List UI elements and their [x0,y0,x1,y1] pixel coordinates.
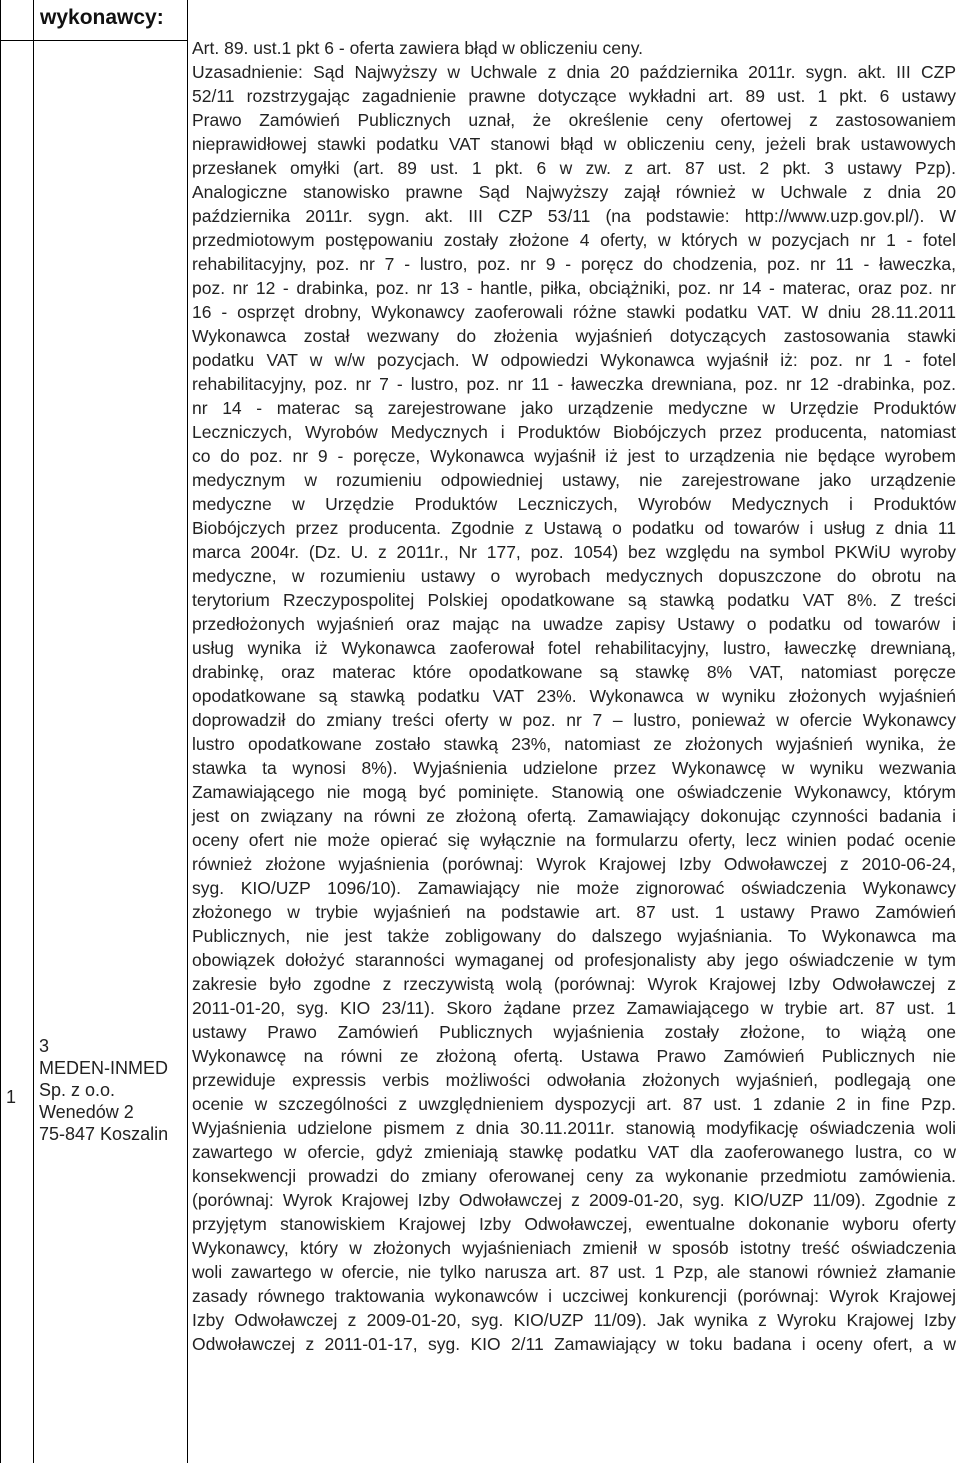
justification-line: medyczne w Urzędzie Produktów Leczniczych, Wyrobów Medycznych i Produktów [192,494,956,514]
justification-line: (porównaj: Wyrok Krajowej Izby Odwoławczej z 2009-01-20, syg. KIO/UZP 11/09). Zgodnie z [192,1190,956,1210]
justification-line: Publicznych, nie jest także zobligowany do dalszego wyjaśniania. To Wykonawca ma [192,926,956,946]
justification-line: doprowadził do zmiany treści oferty w poz. nr 7 – lustro, ponieważ w ofercie Wykonawcy [192,710,956,730]
justification-line: przyjętym stanowiskiem Krajowej Izby Odwoławczej, ewentualne dokonanie wyboru oferty [192,1214,956,1234]
justification-line: obowiązek dołożyć staranności wymaganej od profesjonalisty aby jego oświadczenie w tym [192,950,956,970]
justification-line: jest on związany na równi ze złożoną ofertą. Zamawiający dokonując czynności badania i [192,806,956,826]
justification-line: Zamawiającego nie mogą być pominięte. Stanowią one oświadczenie Wykonawcy, którym [192,782,956,802]
justification-line: przewiduje expressis verbis możliwości odwołania złożonych wyjaśnień, podlegają one [192,1070,956,1090]
offer-number: 3 [39,1036,50,1056]
justification-line: również złożone wyjaśnienia (porównaj: Wyrok Krajowej Izby Odwoławczej z 2010-06-24, [192,854,956,874]
contractor-cell [39,1035,184,1145]
justification-line: opodatkowane są stawką podatku VAT 23%. Wykonawca w wyniku złożonych wyjaśnień [192,686,956,706]
table-border-left [0,0,1,1463]
justification-line: złożonego w trybie wyjaśnień na podstawie art. 87 ust. 1 ustawy Prawo Zamówień [192,902,956,922]
justification-line: Uzasadnienie: Sąd Najwyższy w Uchwale z dnia 20 października 2011r. sygn. akt. III CZP [192,62,956,82]
justification-line: zasady równego traktowania wykonawców i uczciwej konkurencji (porównaj: Wyrok Krajowej [192,1286,956,1306]
justification-line: Prawo Zamówień Publicznych uznał, że określenie ceny ofertowej z zastosowaniem [192,110,956,130]
justification-text [192,36,956,1356]
justification-line: przedmiotowym postępowaniu zostały złożone 4 oferty, w których w pozycjach nr 1 - fotel [192,230,956,250]
justification-line: przedłożonych wyjaśnień oraz mając na uwadze zapisy Ustawy o podatku od towarów i [192,614,956,634]
justification-line: ustawy Prawo Zamówień Publicznych wyjaśnienia zostały złożone, to wiążą one [192,1022,956,1042]
row-number: 1 [6,1087,17,1107]
justification-line: drabinkę, oraz materac które opodatkowane są stawkę 8% VAT, natomiast poręcze [192,662,956,682]
justification-line: Wykonawcę na równi ze złożoną ofertą. Ustawa Prawo Zamówień Publicznych nie [192,1046,956,1066]
contractor-legal-form: Sp. z o.o. [39,1080,116,1100]
justification-line: Analogiczne stanowisko prawne Sąd Najwyższy zajął również w Uchwale z dnia 20 [192,182,956,202]
header-row-divider [0,40,187,41]
justification-line: podatku VAT w w/w pozycjach. W odpowiedzi Wykonawca wyjaśnił iż: poz. nr 1 - fotel [192,350,956,370]
justification-line: 2011-01-20, syg. KIO 23/11). Skoro żądane przez Zamawiającego w trybie art. 87 ust. 1 [192,998,956,1018]
justification-line: poz. nr 12 - drabinka, poz. nr 13 - hantle, piłka, obciążniki, poz. nr 14 - materac, oraz poz. nr [192,278,956,298]
justification-line: nieprawidłowej stawki podatku VAT stanowi błąd w obliczeniu ceny, jeżeli brak ustawowych [192,134,956,154]
column-divider-number [33,0,34,1463]
justification-line: konsekwencji prowadzi do zmiany oferowanej ceny za wykonanie przedmiotu zamówienia. [192,1166,956,1186]
justification-line: Izby Odwoławczej z 2009-01-20, syg. KIO/UZP 11/09). Jak wynika z Wyroku Krajowej Izby [192,1310,956,1330]
justification-line: 16 - osprzęt drobny, Wykonawcy zaoferowali różne stawki podatku VAT. W dniu 28.11.2011 [192,302,956,322]
justification-line: rehabilitacyjny, poz. nr 7 - lustro, poz. nr 11 - ławeczka drewniana, poz. nr 12 -drabinka, poz. [192,374,956,394]
justification-line: Wykonawcy, który w złożonych wyjaśnieniach zmienił w sposób istotny treść oświadczenia [192,1238,956,1258]
justification-line: nr 14 - materac są zarejestrowane jako urządzenie medyczne w Urzędzie Produktów [192,398,956,418]
justification-line: syg. KIO/UZP 1096/10). Zamawiający nie może zignorować oświadczenia Wykonawcy [192,878,956,898]
justification-line: Art. 89. ust.1 pkt 6 - oferta zawiera błąd w obliczeniu ceny. [192,38,644,58]
justification-line: Wyjaśnienia udzielone pismem z dnia 30.11.2011r. stanowią modyfikację oświadczenia woli [192,1118,956,1138]
justification-line: zakresie było zgodne z rzeczywistą wolą (porównaj: Wyrok Krajowej Izby Odwoławczej z [192,974,956,994]
justification-line: zawartego w ofercie, gdyż zmieniają stawkę podatku VAT dla zaoferowanego lustra, co w [192,1142,956,1162]
justification-line: Biobójczych przez producenta. Zgodnie z Ustawą o podatku od towarów i usług z dnia 11 [192,518,956,538]
justification-line: usług wynika iż Wykonawca zaoferował fotel rehabilitacyjny, lustro, ławeczkę drewnianą, [192,638,956,658]
justification-line: Leczniczych, Wyrobów Medycznych i Produktów Biobójczych przez producenta, natomiast [192,422,956,442]
justification-line: woli zawartego w ofercie, nie tylko narusza art. 87 ust. 1 Pzp, ale stanowi również złamanie [192,1262,956,1282]
justification-line: medyczne, w rozumieniu ustawy o wyrobach medycznych dopuszczone do obrotu na [192,566,956,586]
justification-line: co do poz. nr 9 - poręcze, Wykonawca wyjaśnił iż jest to urządzenia nie będące wyrobem [192,446,956,466]
justification-line: medycznym w rozumieniu odpowiedniej ustawy, nie zarejestrowane jako urządzenie [192,470,956,490]
justification-line: 52/11 rozstrzygając zagadnienie prawne dotyczące wykładni art. 89 ust. 1 pkt. 6 ustawy [192,86,956,106]
justification-line: rehabilitacyjny, poz. nr 7 - lustro, poz. nr 9 - poręcz do chodzenia, poz. nr 11 - ławeczka, [192,254,956,274]
contractor-street: Wenedów 2 [39,1102,134,1122]
justification-line: października 2011r. sygn. akt. III CZP 53/11 (na podstawie: http://www.uzp.gov.pl/). W [192,206,956,226]
justification-line: przesłanek omyłki (art. 89 ust. 1 pkt. 6 w zw. z art. 87 ust. 2 pkt. 3 ustawy Pzp). [192,158,956,178]
justification-line: oceny ofert nie może opierać się wyłącznie na formularzu oferty, lecz winien podać ocenie [192,830,956,850]
justification-line: Odwoławczej z 2011-01-17, syg. KIO 2/11 Zamawiający w toku badana i oceny ofert, a w [192,1334,956,1354]
justification-line: stawka ta wynosi 8%). Wyjaśnienia udzielone przez Wykonawcę w wyniku wezwania [192,758,956,778]
contractor-city: 75-847 Koszalin [39,1124,169,1144]
justification-line: marca 2004r. (Dz. U. z 2011r., Nr 177, poz. 1054) bez względu na symbol PKWiU wyroby [192,542,956,562]
justification-line: Wykonawca został wezwany do złożenia wyjaśnień dotyczących zastosowania stawki [192,326,956,346]
column-divider-contractor [187,0,188,1463]
header-label: wykonawcy: [40,6,164,29]
justification-line: ocenie w szczególności z uwzględnieniem dyspozycji art. 87 ust. 1 zdanie 2 in fine Pzp. [192,1094,956,1114]
justification-line: lustro opodatkowane zostało stawką 23%, natomiast ze złożonych wyjaśnień wynika, że [192,734,956,754]
contractor-name: MEDEN-INMED [39,1058,168,1078]
justification-line: terytorium Rzeczypospolitej Polskiej opodatkowane są stawką podatku VAT 8%. Z treści [192,590,956,610]
